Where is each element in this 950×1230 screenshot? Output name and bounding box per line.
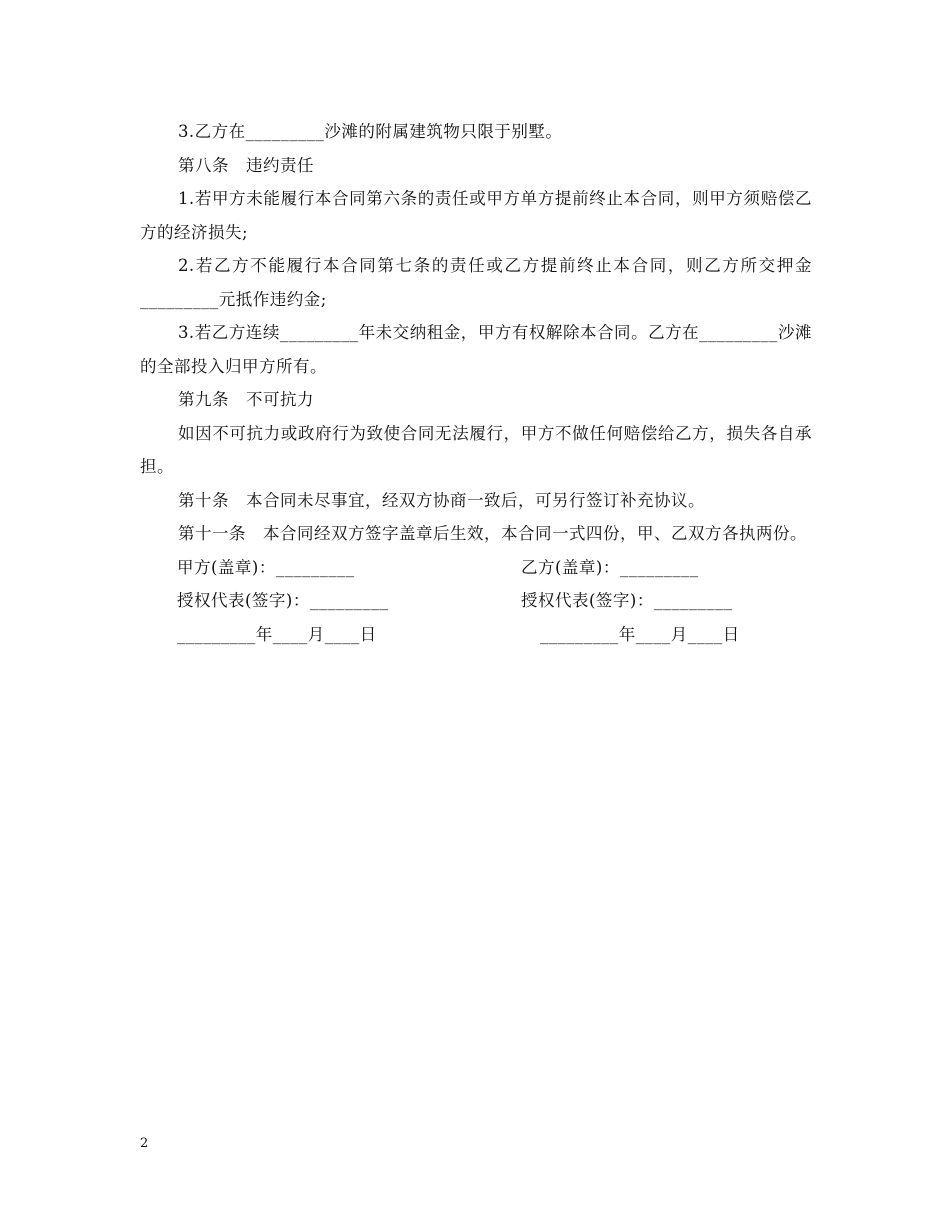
clause-8-item-3: 3.若乙方连续_________年未交纳租金，甲方有权解除本合同。乙方在_________沙滩的全部投入归甲方所有。 [140, 323, 812, 376]
article-11-text: 第十一条 本合同经双方签字盖章后生效，本合同一式四份，甲、乙双方各执两份。 [177, 524, 807, 543]
signature-date-row [140, 618, 812, 652]
party-a-date-line: _________年____月____日 [177, 624, 377, 644]
party-b-date-line: _________年____月____日 [540, 624, 740, 644]
article-9-heading: 第九条 不可抗力 [177, 390, 314, 409]
signature-rep-row [140, 584, 812, 618]
article-8-heading: 第八条 违约责任 [177, 155, 314, 175]
party-a-seal-line: 甲方(盖章)：_________ [177, 557, 355, 577]
article-9-text: 如因不可抗力或政府行为致使合同无法履行，甲方不做任何赔偿给乙方，损失各自承担。 [140, 423, 812, 476]
party-b-rep-line: 授权代表(签字)：_________ [521, 591, 733, 610]
clause-8-item-1: 1.若甲方未能履行本合同第六条的责任或甲方单方提前终止本合同，则甲方须赔偿乙方的经济损失; [140, 189, 812, 242]
contract-body [140, 115, 812, 651]
clause-8-item-2: 2.若乙方不能履行本合同第七条的责任或乙方提前终止本合同，则乙方所交押金_________元抵作违约金; [140, 256, 812, 309]
signature-seal-row [140, 551, 812, 585]
clause-7-item-3: 3.乙方在_________沙滩的附属建筑物只限于别墅。 [177, 122, 563, 141]
party-a-rep-line: 授权代表(签字)：_________ [177, 591, 389, 610]
page-number: 2 [140, 1136, 149, 1151]
article-10-text: 第十条 本合同未尽事宜，经双方协商一致后，可另行签订补充协议。 [177, 490, 705, 510]
party-b-seal-line: 乙方(盖章)：_________ [521, 557, 699, 577]
